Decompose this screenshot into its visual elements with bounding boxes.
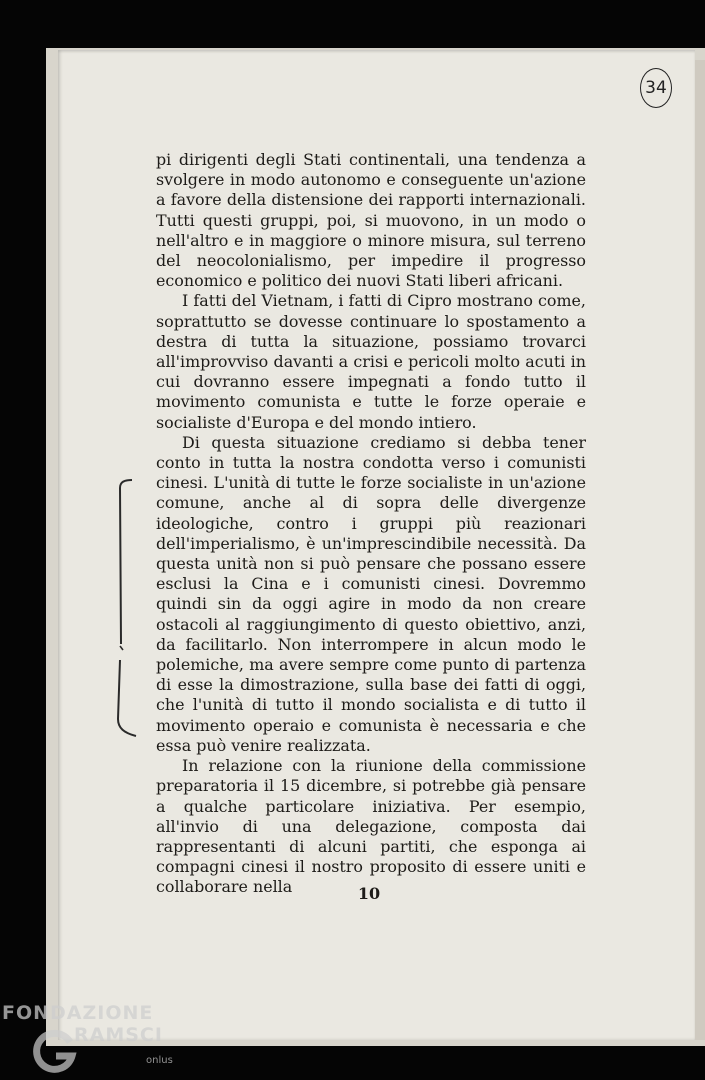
page-edge <box>695 60 705 1040</box>
archive-folio-mark: 34 <box>640 68 672 108</box>
watermark-g-icon <box>30 1028 78 1076</box>
paragraph-4: In relazione con la riunione della commissione preparatoria il 15 dicembre, si potrebbe già pensare a qualche particolare iniziativa. Per esempio, all'invio di una delegazione, composta dai rappresentanti di alcuni partiti, che esponga ai compagni cinesi il nostro proposito di essere uniti e collaborare nella <box>156 756 586 897</box>
page-number: 10 <box>357 884 381 903</box>
body-text <box>156 150 586 898</box>
paragraph-3: Di questa situazione crediamo si debba tener conto in tutta la nostra condotta verso i comunisti cinesi. L'unità di tutte le forze socialiste in un'azione comune, anche al di sopra delle divergenze ideologiche, contro i gruppi più reazionari dell'imperialismo, è un'imprescindibile necessità. Da questa unità non si può pensare che possano essere esclusi la Cina e i comunisti cinesi. Dovremmo quindi sin da oggi agire in modo da non creare ostacoli al raggiungimento di questo obiettivo, anzi, da facilitarlo. Non interrompere in alcun modo le polemiche, ma avere sempre come punto di partenza di esse la dimostrazione, sulla base dei fatti di oggi, che l'unità di tutto il mondo socialista e di tutto il movimento operaio e comunista è necessaria e che essa può venire realizzata. <box>156 432 586 755</box>
watermark-line-1: FONDAZIONE <box>2 1002 154 1024</box>
watermark-logo <box>2 1002 173 1066</box>
paragraph-2: I fatti del Vietnam, i fatti di Cipro mostrano come, soprattutto se dovesse continuare lo spostamento a destra di tutta la situazione, possiamo trovarci all'improvviso davanti a crisi e pericoli molto acuti in cui dovranno essere impegnati a fondo tutto il movimento comunista e tutte le forze operaie e socialiste d'Europa e del mondo intiero. <box>156 291 586 432</box>
watermark-suffix: onlus <box>146 1055 173 1066</box>
margin-bracket-mark <box>108 474 138 740</box>
paragraph-1: pi dirigenti degli Stati continentali, una tendenza a svolgere in modo autonomo e conseguente un'azione a favore della distensione dei rapporti internazionali. Tutti questi gruppi, poi, si muovono, in un modo o nell'altro e in maggiore o minore misura, sul terreno del neocolonialismo, per impedire il progresso economico e politico dei nuovi Stati liberi africani. <box>156 150 586 291</box>
watermark-line-2: RAMSCI <box>74 1024 163 1046</box>
